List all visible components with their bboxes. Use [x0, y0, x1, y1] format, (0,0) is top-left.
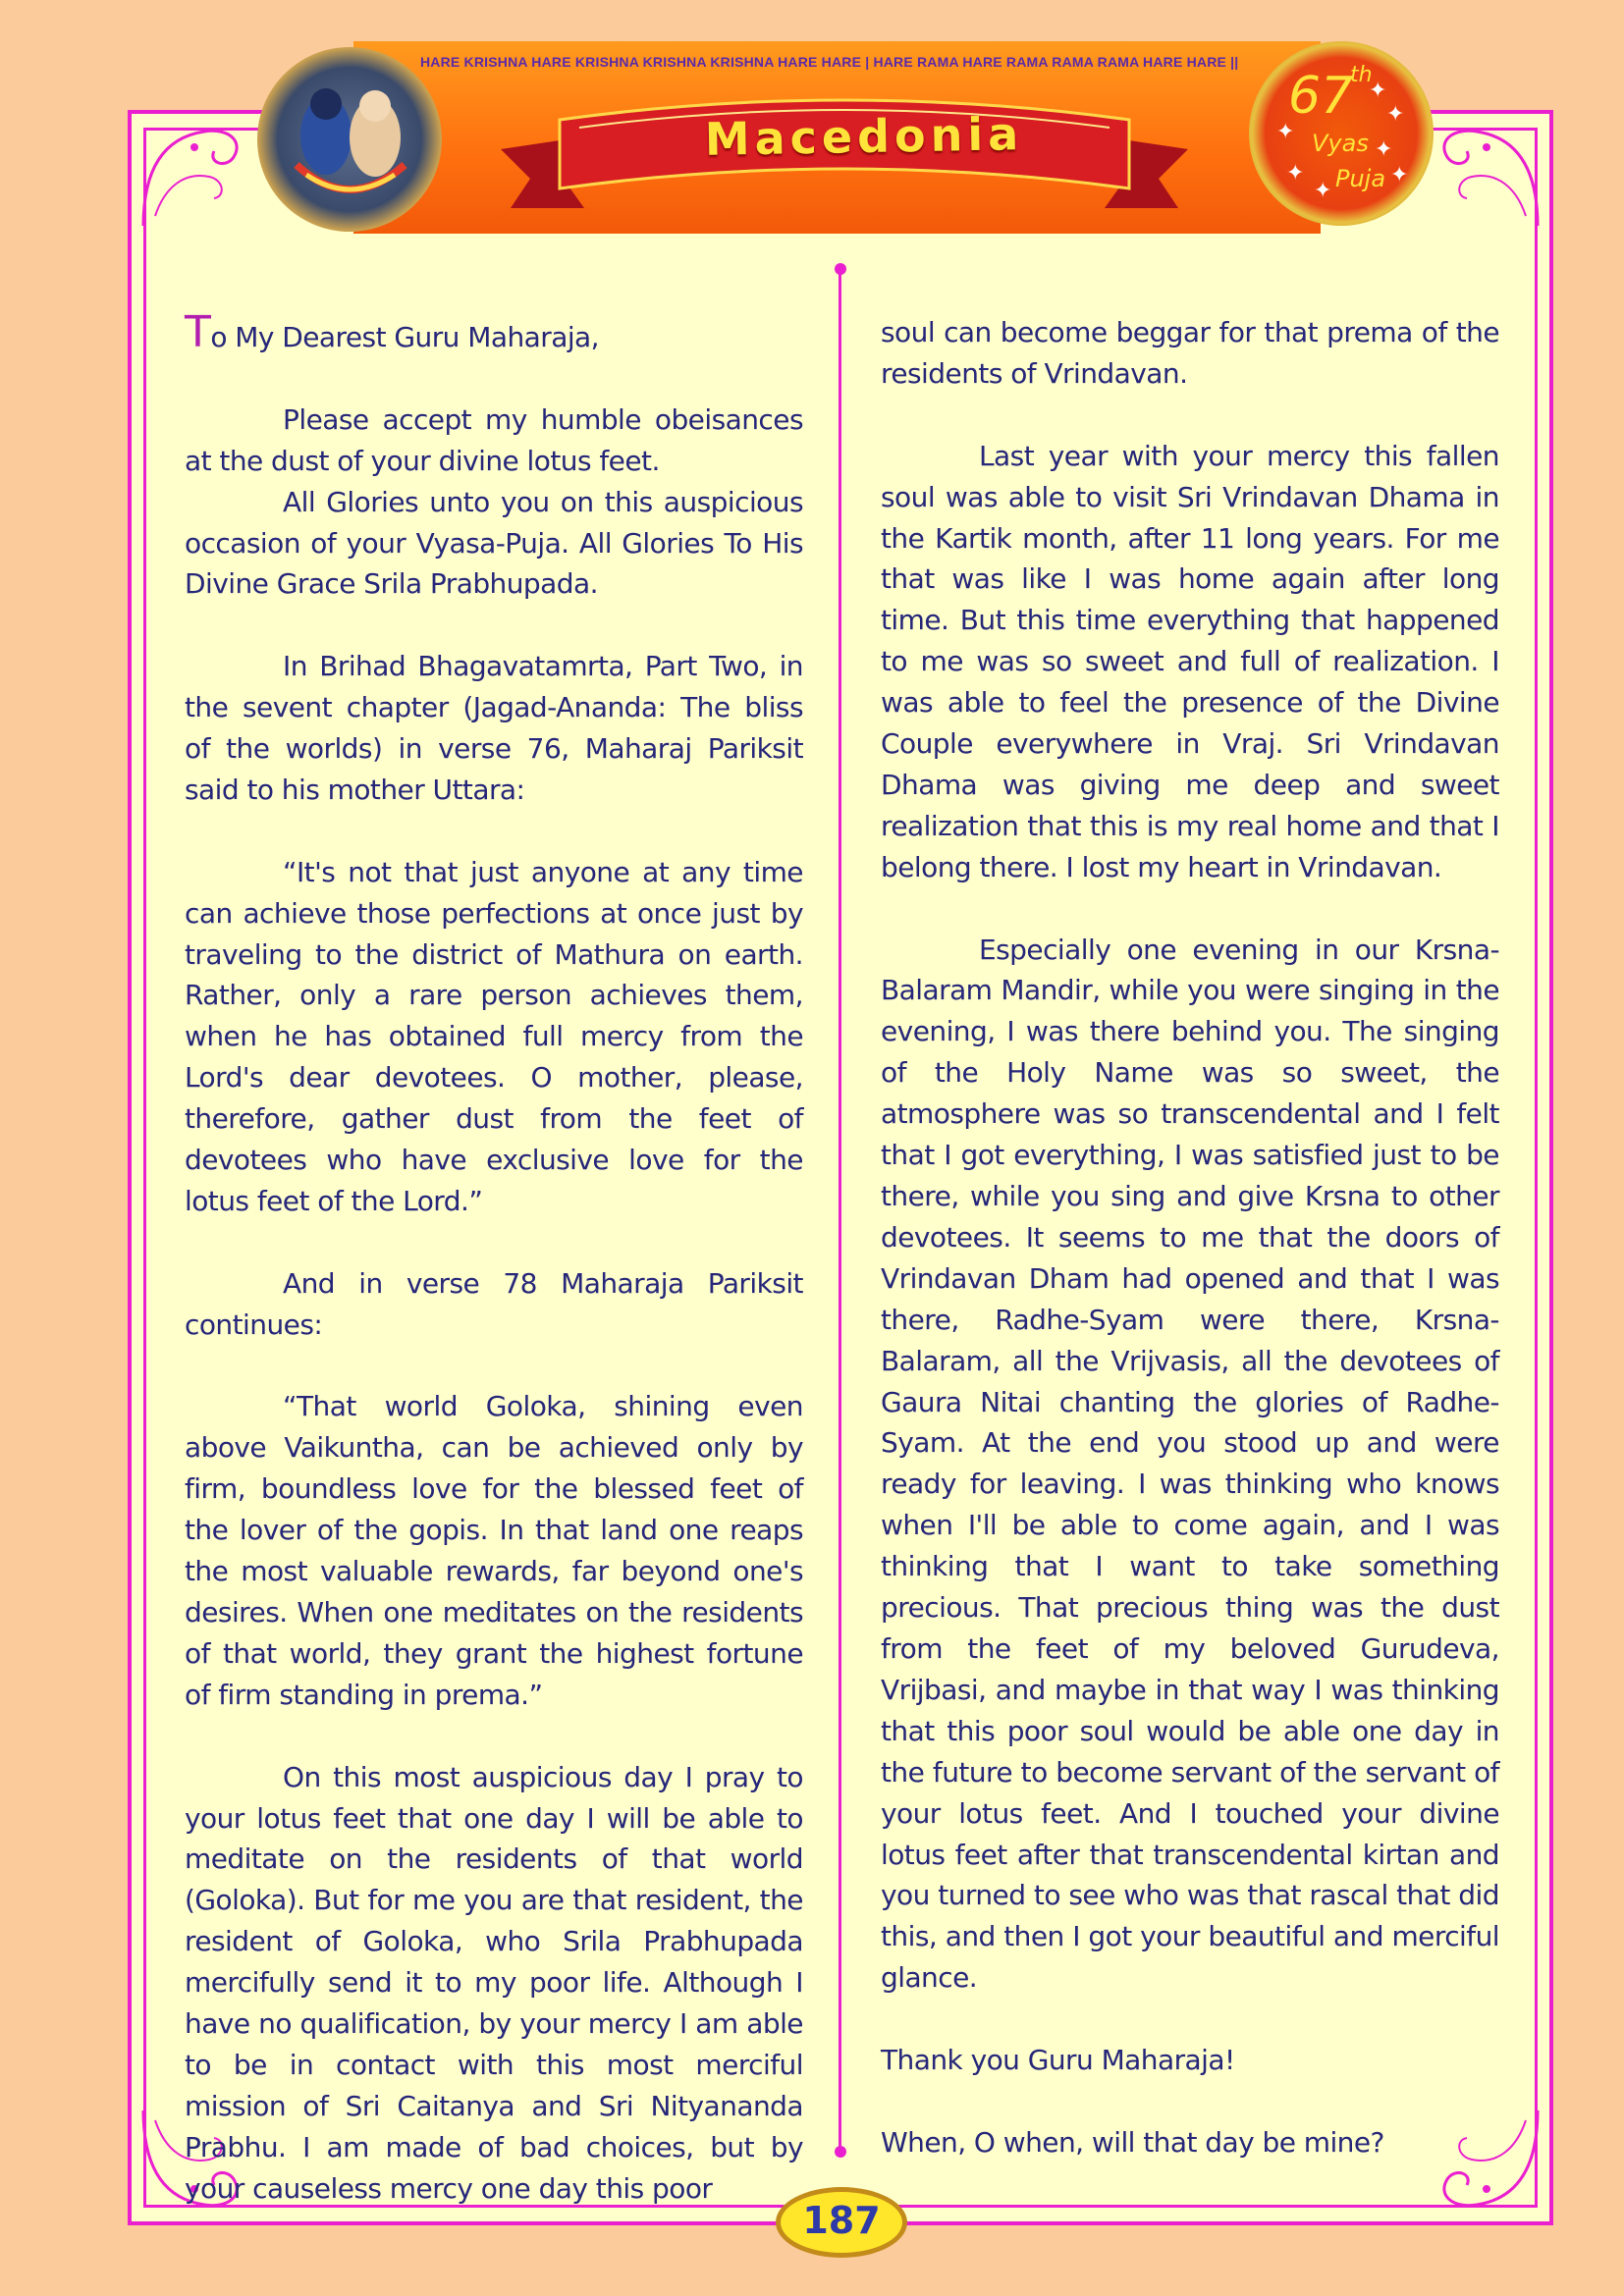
corner-ornament-top-right [1428, 118, 1545, 236]
paragraph-continued: soul can become beggar for that prema of the residents of Vrindavan. [881, 316, 1499, 390]
quote-paragraph: “That world Goloka, shining even above Vaikuntha, can be achieved only by firm, boundless love for the blessed feet of the lover of the gopis. In that land one reaps the most valuable rewards, far beyond one's desires. When one meditates on the residents of that world, they grant the highest fortune of firm standing in prema.” [185, 1390, 803, 1711]
paragraph: In Brihad Bhagavatamrta, Part Two, in the sevent chapter (Jagad-Ananda: The bliss of the worlds) in verse 76, Maharaj Pariksit said to his mother Uttara: [185, 650, 803, 806]
badge-suffix: th [1350, 63, 1373, 87]
paragraph: Especially one evening in our Krsna-Balaram Mandir, while you were singing in the evening, I was there behind you. The singing of the Holy Name was so sweet, the atmosphere was so transcendental and I felt that I got everything, I was satisfied just to be there, while you sing and give Krsna to other devotees. It seems to me that the doors of Vrindavan Dham had opened and that I was there, Radhe-Syam were there, Krsna-Balaram, all the Vrijvasis, all the devotees of Gaura Nitai chanting the glories of Radhe-Syam. At the end you stood up and were ready for leaving. I was thinking who knows when I'll be able to come again, and I was thinking that I want to take something precious. That precious thing was the dust from the feet of my beloved Gurudeva, Vrijbasi, and maybe in that way I was thinking that this poor soul would be able one day in the future to become servant of the servant of your lotus feet. And I touched your divine lotus feet after that transcendental kirtan and you turned to see who was that rascal that did this, and then I got your beautiful and merciful glance. [881, 933, 1499, 1995]
drop-cap: T [185, 307, 211, 357]
quote-paragraph: “It's not that just anyone at any time can achieve those perfections at once just by traveling to the district of Mathura on earth. Rather, only a rare person achieves them, when he has obtained full mercy from the Lord's dear devotees. O mother, please, therefore, gather dust from the feet of devotees who have exclusive love for the lotus feet of the Lord.” [185, 855, 803, 1217]
salutation-text: o My Dearest Guru Maharaja, [210, 321, 600, 353]
deity-figures-icon [257, 47, 442, 232]
paragraph: Last year with your mercy this fallen soul was able to visit Sri Vrindavan Dhama in the Kartik month, after 11 long years. For me that was like I was home again after long time. But this time everything that happened to me was so sweet and full of realization. I was able to feel the presence of the Divine Couple everywhere in Vraj. Sri Vrindavan Dhama was giving me deep and sweet realization that this is my real home and that I belong there. I lost my heart in Vrindavan. [881, 439, 1499, 883]
divider-dot-bottom [835, 2146, 846, 2158]
star-icon: ✦ [1386, 102, 1405, 127]
paragraph: All Glories unto you on this auspicious occasion of your Vyasa-Puja. All Glories To His Divine Grace Srila Prabhupada. [185, 485, 803, 601]
letter-column-left [185, 307, 803, 2210]
page-number: 187 [802, 2199, 881, 2242]
closing-thanks: Thank you Guru Maharaja! [881, 2044, 1235, 2077]
banner-title: Macedonia [704, 107, 1024, 166]
star-icon: ✦ [1390, 163, 1409, 187]
badge-line-puja: Puja [1335, 165, 1386, 192]
deity-medallion-image [257, 47, 442, 232]
letter-column-right [881, 312, 1499, 2163]
mantra-text: HARE KRISHNA HARE KRISHNA KRISHNA KRISHNA HARE HARE | HARE RAMA HARE RAMA RAMA RAMA HARE HARE || [420, 54, 1239, 70]
paragraph: And in verse 78 Maharaja Pariksit continues: [185, 1266, 803, 1341]
paragraph: Please accept my humble obeisances at the dust of your divine lotus feet. [185, 402, 803, 477]
column-divider [839, 269, 841, 2152]
badge-line-vyas: Vyas [1312, 130, 1369, 157]
star-icon: ✦ [1276, 120, 1295, 144]
paragraph: On this most auspicious day I pray to your lotus feet that one day I will be able to meditate on the residents of that world (Goloka). But for me you are that resident, the resident of Goloka, who Srila Prabhupada mercifully send it to my poor life. Although I have no qualification, by your mercy I am able to be in contact with this most merciful mission of Sri Caitanya and Sri Nityananda Prabhu. I am made of bad choices, but by your causeless mercy one day this poor [185, 1760, 803, 2205]
corner-ornament-top-left [135, 118, 253, 236]
star-icon: ✦ [1286, 161, 1305, 186]
salutation [185, 307, 803, 358]
star-icon: ✦ [1369, 79, 1387, 103]
badge-number: 67 [1288, 67, 1354, 126]
closing-question: When, O when, will that day be mine? [881, 2125, 1384, 2159]
star-icon: ✦ [1314, 179, 1332, 203]
divider-dot-top [835, 263, 846, 275]
star-icon: ✦ [1375, 137, 1393, 162]
